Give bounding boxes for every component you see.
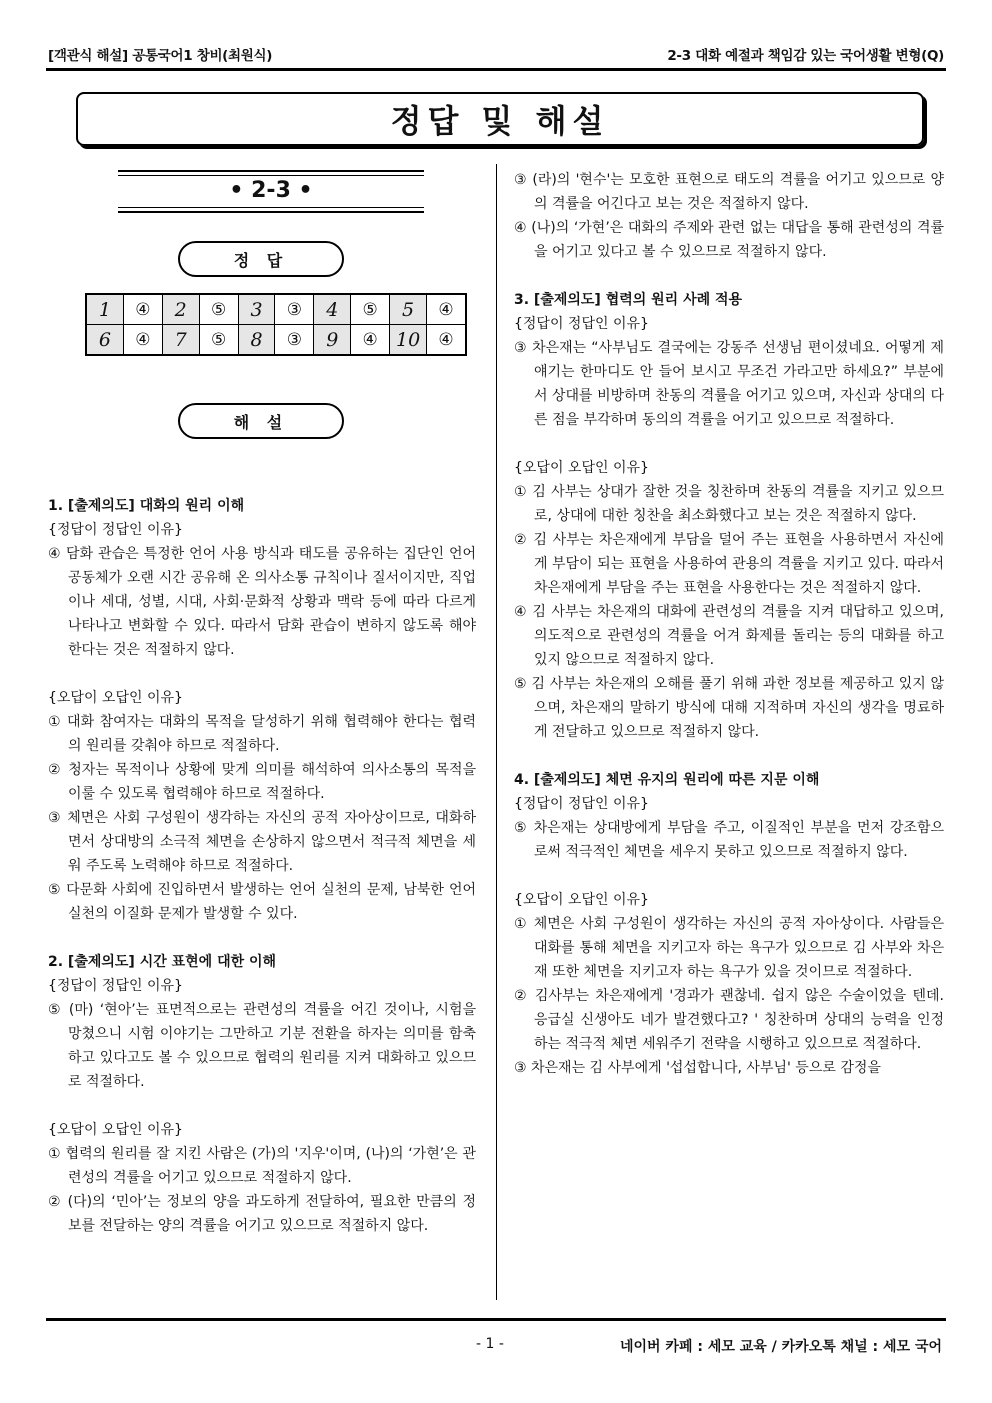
question-number: 8 xyxy=(238,325,275,356)
header-left-title: [객관식 해설] 공통국어1 창비(최원식) xyxy=(48,48,273,64)
explanation-item: ② 김사부는 차은재에게 '경과가 괜찮네. 쉽지 않은 수술이었을 텐데. 응급실 신생아도 네가 발견했다고? ' 칭찬하며 상대의 능력을 인정하는 적극적 체면 세워주기 전략을 시행하고 있으므로 적절하다. xyxy=(514,988,944,1052)
answer-value: ④ xyxy=(427,294,466,325)
question-heading: 2. [출제의도] 시간 표현에 대한 이해 xyxy=(48,954,277,970)
spacer xyxy=(514,432,944,456)
footer-credit: 네이버 카페 : 세모 교육 / 카카오톡 채널 : 세모 국어 xyxy=(619,1339,942,1355)
subheading: {정답이 정답인 이유} xyxy=(48,978,183,994)
explanation-heading: 해 설 xyxy=(178,403,344,439)
spacer xyxy=(514,864,944,888)
right-column xyxy=(514,168,944,1080)
column-divider xyxy=(496,164,497,1300)
question-number: 9 xyxy=(314,325,351,356)
explanation-item: ④ (나)의 ‘가현’은 대화의 주제와 관련 없는 대답을 통해 관련성의 격률을 어기고 있다고 볼 수 있으므로 적절하지 않다. xyxy=(514,220,944,260)
explanation-item: ③ 차은재는 김 사부에게 '섭섭합니다, 사부님' 등으로 감정을 xyxy=(514,1060,881,1076)
explanation-item: ① 대화 참여자는 대화의 목적을 달성하기 위해 협력해야 한다는 협력의 원리를 갖춰야 하므로 적절하다. xyxy=(48,714,476,754)
answer-value: ④ xyxy=(351,325,390,356)
question-number: 6 xyxy=(86,325,123,356)
explanation-item: ③ (라)의 '현수'는 모호한 표현으로 태도의 격률을 어기고 있으므로 양의 격률을 어긴다고 보는 것은 적절하지 않다. xyxy=(514,172,944,212)
spacer xyxy=(48,662,476,686)
subheading: {정답이 정답인 이유} xyxy=(48,522,183,538)
subheading: {정답이 정답인 이유} xyxy=(514,796,649,812)
answer-value: ⑤ xyxy=(199,294,238,325)
subheading: {오답이 오답인 이유} xyxy=(48,690,183,706)
answer-row xyxy=(86,325,466,356)
answer-row xyxy=(86,294,466,325)
footer-rule xyxy=(46,1318,946,1321)
spacer xyxy=(48,926,476,950)
explanation-item: ② 김 사부는 차은재에게 부담을 덜어 주는 표현을 사용하면서 자신에게 부담이 되는 표현을 사용하여 관용의 격률을 지키고 있다. 따라서 차은재에게 부담을 주는 표현을 사용한다는 것은 적절하지 않다. xyxy=(514,532,944,596)
explanation-item: ⑤ 다문화 사회에 진입하면서 발생하는 언어 실천의 문제, 남북한 언어 실천의 이질화 문제가 발생할 수 있다. xyxy=(48,882,476,922)
explanation-item: ① 김 사부는 상대가 잘한 것을 칭찬하며 찬동의 격률을 지키고 있으므로, 상대에 대한 칭찬을 최소화했다고 보는 것은 적절하지 않다. xyxy=(514,484,944,524)
question-heading: 3. [출제의도] 협력의 원리 사례 적용 xyxy=(514,292,743,308)
explanation-item: ② (다)의 ‘민아’는 정보의 양을 과도하게 전달하여, 필요한 만큼의 정보를 전달하는 양의 격률을 어기고 있으므로 적절하지 않다. xyxy=(48,1194,476,1234)
answer-value: ③ xyxy=(275,294,314,325)
question-number: 4 xyxy=(314,294,351,325)
question-number: 2 xyxy=(162,294,199,325)
subheading: {오답이 오답인 이유} xyxy=(48,1122,183,1138)
header-rule xyxy=(46,68,946,71)
section-label: • 2-3 • xyxy=(229,178,313,203)
answer-value: ③ xyxy=(275,325,314,356)
header-right-title: 2-3 대화 예절과 책임감 있는 국어생활 변형(Q) xyxy=(667,48,944,64)
question-heading: 1. [출제의도] 대화의 원리 이해 xyxy=(48,498,245,514)
question-number: 1 xyxy=(86,294,123,325)
question-number: 10 xyxy=(390,325,427,356)
answer-heading: 정 답 xyxy=(178,241,344,277)
question-number: 3 xyxy=(238,294,275,325)
section-rule-bottom-thin xyxy=(118,207,424,208)
question-number: 5 xyxy=(390,294,427,325)
explanation-item: ① 체면은 사회 구성원이 생각하는 자신의 공적 자아상이다. 사람들은 대화를 통해 체면을 지키고자 하는 욕구가 있으므로 김 사부와 차은재 또한 체면을 지키고자 하는 욕구가 있을 것이므로 적절하다. xyxy=(514,916,944,980)
subheading: {정답이 정답인 이유} xyxy=(514,316,649,332)
spacer xyxy=(514,744,944,768)
explanation-item: ⑤ (마) ‘현아’는 표면적으로는 관련성의 격률을 어긴 것이나, 시험을 망쳤으니 시험 이야기는 그만하고 기분 전환을 하자는 의미를 함축하고 있다고도 볼 수 있으므로 협력의 원리를 지켜 대화하고 있으므로 적절하다. xyxy=(48,1002,476,1090)
answer-table xyxy=(85,293,467,356)
spacer xyxy=(48,1094,476,1118)
answer-value: ④ xyxy=(123,294,162,325)
left-column xyxy=(48,494,476,1238)
section-rule-top xyxy=(118,170,424,172)
section-rule-top-thin xyxy=(118,175,424,176)
answer-value: ④ xyxy=(427,325,466,356)
page-title: 정답 및 해설 xyxy=(76,92,924,146)
explanation-item: ③ 차은재는 “사부님도 결국에는 강동주 선생님 편이셨네요. 어떻게 제 얘기는 한마디도 안 들어 보시고 무조건 가라고만 하세요?” 부분에서 상대를 비방하며 찬동의 격률을 어기고 있으며, 자신과 상대의 다른 점을 부각하며 동의의 격률을 어기고 있으므로 적절하다. xyxy=(514,340,944,428)
explanation-item: ③ 체면은 사회 구성원이 생각하는 자신의 공적 자아상이므로, 대화하면서 상대방의 소극적 체면을 손상하지 않으면서 적극적 체면을 세워 주도록 노력해야 하므로 적절하다. xyxy=(48,810,476,874)
explanation-item: ⑤ 김 사부는 차은재의 오해를 풀기 위해 과한 정보를 제공하고 있지 않으며, 차은재의 말하기 방식에 대해 지적하며 자신의 생각을 명료하게 전달하고 있으므로 적절하지 않다. xyxy=(514,676,944,740)
explanation-item: ⑤ 차은재는 상대방에게 부담을 주고, 이질적인 부분을 먼저 강조함으로써 적극적인 체면을 세우지 못하고 있으므로 적절하지 않다. xyxy=(514,820,944,860)
page-number: - 1 - xyxy=(476,1336,504,1352)
answer-value: ⑤ xyxy=(199,325,238,356)
spacer xyxy=(514,264,944,288)
subheading: {오답이 오답인 이유} xyxy=(514,460,649,476)
section-rule-bottom xyxy=(118,211,424,213)
question-number: 7 xyxy=(162,325,199,356)
explanation-item: ② 청자는 목적이나 상황에 맞게 의미를 해석하여 의사소통의 목적을 이룰 수 있도록 협력해야 하므로 적절하다. xyxy=(48,762,476,802)
question-heading: 4. [출제의도] 체면 유지의 원리에 따른 지문 이해 xyxy=(514,772,820,788)
explanation-item: ④ 김 사부는 차은재의 대화에 관련성의 격률을 지켜 대답하고 있으며, 의도적으로 관련성의 격률을 어겨 화제를 돌리는 등의 대화를 하고 있지 않으므로 적절하지 않다. xyxy=(514,604,944,668)
subheading: {오답이 오답인 이유} xyxy=(514,892,649,908)
explanation-item: ① 협력의 원리를 잘 지킨 사람은 (가)의 '지우'이며, (나)의 ‘가현’은 관련성의 격률을 어기고 있으므로 적절하지 않다. xyxy=(48,1146,476,1186)
answer-value: ④ xyxy=(123,325,162,356)
answer-value: ⑤ xyxy=(351,294,390,325)
explanation-item: ④ 담화 관습은 특정한 언어 사용 방식과 태도를 공유하는 집단인 언어 공동체가 오랜 시간 공유해 온 의사소통 규칙이나 질서이지만, 직업이나 세대, 성별, 시대, 사회·문화적 상황과 맥락 등에 따라 다르게 나타나고 변화할 수 있다. 따라서 담화 관습이 변하지 않도록 해야 한다는 것은 적절하지 않다. xyxy=(48,546,476,658)
